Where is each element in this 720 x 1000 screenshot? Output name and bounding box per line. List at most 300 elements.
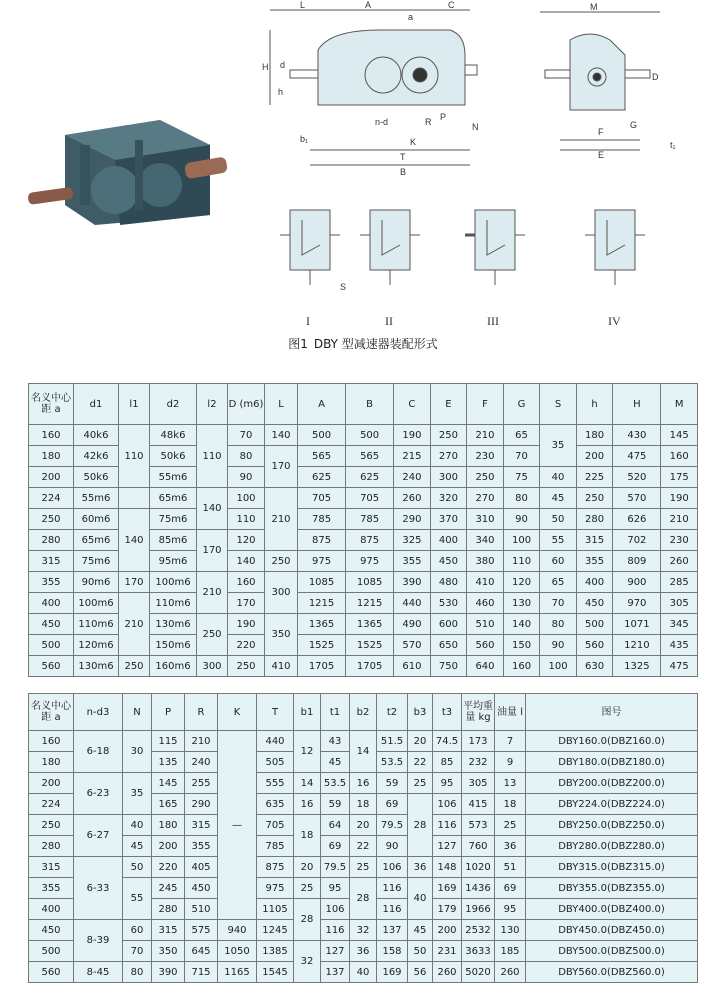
table-cell: 625 [346, 467, 394, 488]
header-cell: l2 [197, 384, 228, 425]
table-cell: 460 [467, 593, 504, 614]
table-cell: 560 [576, 635, 613, 656]
header-cell: D (m6) [228, 384, 265, 425]
table-cell: 95 [495, 899, 526, 920]
table-row [29, 773, 698, 794]
table-cell: 355 [29, 572, 74, 593]
header-cell: b2 [350, 694, 377, 731]
table-cell: 190 [661, 488, 698, 509]
table-cell: 1210 [613, 635, 661, 656]
table-cell: 975 [257, 878, 294, 899]
table-cell: 8-45 [74, 962, 123, 983]
table-cell: 130m6 [74, 656, 119, 677]
table-cell: 28 [408, 794, 433, 857]
dim-P: P [440, 112, 447, 122]
table-cell: 70 [540, 593, 577, 614]
header-cell: d2 [150, 384, 197, 425]
assembly-form-3 [465, 210, 525, 285]
table-cell: 570 [394, 635, 431, 656]
table-cell: 300 [197, 656, 228, 677]
table-cell: 50 [408, 941, 433, 962]
assembly-label-2: II [385, 314, 393, 328]
table-cell: 59 [377, 773, 408, 794]
table-cell: 325 [394, 530, 431, 551]
table-cell: 100m6 [150, 572, 197, 593]
table-cell: 500 [346, 425, 394, 446]
figure-title: DBY 型减速器装配形式 [313, 337, 438, 351]
table-cell: 400 [29, 899, 74, 920]
table-cell: 410 [265, 656, 298, 677]
table-cell: 250 [29, 815, 74, 836]
table-cell: 705 [257, 815, 294, 836]
table-cell: 260 [433, 962, 462, 983]
table-cell: 3633 [462, 941, 495, 962]
table-cell: 18 [350, 794, 377, 815]
table-cell: 28 [350, 878, 377, 920]
header-cell: A [298, 384, 346, 425]
table-cell: 1525 [346, 635, 394, 656]
table-cell: 116 [377, 899, 408, 920]
table-cell: 505 [257, 752, 294, 773]
table-cell: 232 [462, 752, 495, 773]
table-cell: 6-27 [74, 815, 123, 857]
table-cell: 390 [152, 962, 185, 983]
table-cell: 16 [350, 773, 377, 794]
table-cell: 1085 [298, 572, 346, 593]
table-cell: 110 [228, 509, 265, 530]
header-cell: H [613, 384, 661, 425]
table-cell: 100 [540, 656, 577, 677]
table-cell: 30 [123, 731, 152, 773]
table-cell: 430 [613, 425, 661, 446]
table-cell: 148 [433, 857, 462, 878]
table-cell: 45 [123, 836, 152, 857]
table-cell: 440 [257, 731, 294, 752]
table-cell: DBY560.0(DBZ560.0) [526, 962, 698, 983]
table-cell: 90 [228, 467, 265, 488]
assembly-form-2 [360, 210, 420, 285]
table-cell: 20 [408, 731, 433, 752]
table-cell: 100 [503, 530, 540, 551]
table-cell: 610 [394, 656, 431, 677]
table-cell: 115 [152, 731, 185, 752]
table-cell: 245 [152, 878, 185, 899]
header-cell: B [346, 384, 394, 425]
table-cell: 250 [119, 656, 150, 677]
table-cell: 180 [29, 752, 74, 773]
table-cell: 310 [467, 509, 504, 530]
table-cell: 55m6 [74, 488, 119, 509]
table-cell: 975 [346, 551, 394, 572]
table-cell: 565 [298, 446, 346, 467]
table-cell: 635 [257, 794, 294, 815]
table-cell: 300 [265, 572, 298, 614]
table-cell: DBY315.0(DBZ315.0) [526, 857, 698, 878]
table-cell: 180 [152, 815, 185, 836]
table-cell: 130m6 [150, 614, 197, 635]
table-cell: 224 [29, 488, 74, 509]
table-cell: 250 [265, 551, 298, 572]
table-cell: 1071 [613, 614, 661, 635]
table-cell: 175 [661, 467, 698, 488]
table-cell: 95m6 [150, 551, 197, 572]
table-row [29, 857, 698, 878]
dim-L: L [300, 0, 306, 10]
table-cell: 158 [377, 941, 408, 962]
table-cell: 50k6 [150, 446, 197, 467]
table-cell: 190 [228, 614, 265, 635]
table-cell: 190 [394, 425, 431, 446]
table-cell: 22 [350, 836, 377, 857]
table-cell: 25 [495, 815, 526, 836]
dim-T: T [400, 152, 406, 162]
table-cell: 130 [503, 593, 540, 614]
table-cell: 210 [185, 731, 218, 752]
table-cell: 165 [152, 794, 185, 815]
table-cell: 53.5 [321, 773, 350, 794]
table-cell: 210 [467, 425, 504, 446]
table-cell: 785 [346, 509, 394, 530]
table-cell: 300 [430, 467, 467, 488]
table-cell: 45 [540, 488, 577, 509]
table-cell: 150 [503, 635, 540, 656]
table-cell: 315 [152, 920, 185, 941]
table-cell: 90 [540, 635, 577, 656]
table-cell: 40 [123, 815, 152, 836]
dim-K: K [410, 137, 417, 147]
table-cell: DBY400.0(DBZ400.0) [526, 899, 698, 920]
header-cell: 名义中心距 a [29, 694, 74, 731]
table-cell: 110 [197, 425, 228, 488]
table-cell: 6-23 [74, 773, 123, 815]
table-cell: 200 [576, 446, 613, 467]
header-cell: h [576, 384, 613, 425]
table-cell: 25 [294, 878, 321, 899]
table-cell: 7 [495, 731, 526, 752]
table-cell: 169 [377, 962, 408, 983]
table-cell: 59 [321, 794, 350, 815]
table-cell: 140 [228, 551, 265, 572]
table-cell: 160 [661, 446, 698, 467]
header-cell: P [152, 694, 185, 731]
table-cell: 80 [540, 614, 577, 635]
table-cell: 170 [265, 446, 298, 488]
table-cell: 140 [265, 425, 298, 446]
table-cell: 1215 [346, 593, 394, 614]
table-cell: 50k6 [74, 467, 119, 488]
header-cell: G [503, 384, 540, 425]
figure-caption [0, 335, 720, 352]
table-cell: 55 [123, 878, 152, 920]
table-cell: 5020 [462, 962, 495, 983]
table-cell: 370 [430, 509, 467, 530]
dim-nd: n-d [375, 117, 389, 127]
header-cell: S [540, 384, 577, 425]
table-cell: 875 [257, 857, 294, 878]
table-cell: 250 [576, 488, 613, 509]
table-cell: 210 [119, 593, 150, 656]
dim-R: R [425, 117, 432, 127]
table-cell: 560 [29, 962, 74, 983]
table-cell: 110m6 [74, 614, 119, 635]
table-cell: 230 [467, 446, 504, 467]
table-cell: 69 [377, 794, 408, 815]
table-cell: 490 [394, 614, 431, 635]
table-cell: 1020 [462, 857, 495, 878]
table-cell: 575 [185, 920, 218, 941]
table-cell: 55m6 [150, 467, 197, 488]
table-cell: 160 [29, 731, 74, 752]
table-cell: 25 [350, 857, 377, 878]
header-cell: 平均重量 kg [462, 694, 495, 731]
assembly-label-4: IV [608, 314, 621, 328]
table-cell: 160m6 [150, 656, 197, 677]
table-cell: 43 [321, 731, 350, 752]
dim-d: d [280, 60, 286, 70]
table-cell: 75m6 [74, 551, 119, 572]
table-cell: 110m6 [150, 593, 197, 614]
table-row [29, 920, 698, 941]
table-cell: 127 [321, 941, 350, 962]
table-cell: 200 [433, 920, 462, 941]
table-cell: 940 [218, 920, 257, 941]
table-cell: 75m6 [150, 509, 197, 530]
table-cell: — [218, 731, 257, 920]
table-cell: 35 [540, 425, 577, 467]
header-cell: l1 [119, 384, 150, 425]
table-cell: 65 [540, 572, 577, 593]
table-cell: 40 [408, 878, 433, 920]
table-cell: 450 [185, 878, 218, 899]
table-cell: 1966 [462, 899, 495, 920]
table-cell: 65 [503, 425, 540, 446]
table-cell: 80 [503, 488, 540, 509]
table-cell: 36 [408, 857, 433, 878]
table-cell: 173 [462, 731, 495, 752]
table-cell: 70 [123, 941, 152, 962]
assembly-label-3: III [487, 314, 499, 328]
table-cell: 90 [377, 836, 408, 857]
table-cell: 100 [228, 488, 265, 509]
header-cell: R [185, 694, 218, 731]
table-cell: 1165 [218, 962, 257, 983]
table-cell: 106 [433, 794, 462, 815]
table-cell: 80 [123, 962, 152, 983]
table-cell: 40 [540, 467, 577, 488]
dim-S: S [340, 282, 347, 292]
table-cell: 475 [661, 656, 698, 677]
dim-F: F [598, 127, 604, 137]
table-cell: 250 [29, 509, 74, 530]
table-row [29, 941, 698, 962]
table-cell: 290 [394, 509, 431, 530]
table-cell: 350 [152, 941, 185, 962]
table-cell: 51 [495, 857, 526, 878]
table-cell: 1705 [346, 656, 394, 677]
table-cell: 180 [29, 446, 74, 467]
table-cell: DBY224.0(DBZ224.0) [526, 794, 698, 815]
header-cell: L [265, 384, 298, 425]
table-cell: 12 [294, 731, 321, 773]
table-cell: 230 [661, 530, 698, 551]
table-cell: 225 [576, 467, 613, 488]
table-cell: 510 [467, 614, 504, 635]
dim-E: E [598, 150, 605, 160]
table-cell: 116 [433, 815, 462, 836]
table-cell: 400 [576, 572, 613, 593]
table-cell: 975 [298, 551, 346, 572]
header-cell: N [123, 694, 152, 731]
table-cell: 500 [29, 635, 74, 656]
table-cell: 160 [29, 425, 74, 446]
table-cell: 69 [321, 836, 350, 857]
header-cell: n-d3 [74, 694, 123, 731]
table-row [29, 425, 698, 446]
table-cell: 600 [430, 614, 467, 635]
table-header [29, 694, 698, 731]
dim-D: D [652, 72, 659, 82]
table-cell: 355 [29, 878, 74, 899]
table-cell: 355 [394, 551, 431, 572]
dim-M: M [590, 2, 598, 12]
table-cell: 1525 [298, 635, 346, 656]
table-cell: 260 [495, 962, 526, 983]
table-cell: 400 [430, 530, 467, 551]
table-cell: 390 [394, 572, 431, 593]
table-cell: 137 [377, 920, 408, 941]
table-cell: 60 [123, 920, 152, 941]
table-cell: DBY160.0(DBZ160.0) [526, 731, 698, 752]
table-cell: 500 [298, 425, 346, 446]
table-cell: DBY280.0(DBZ280.0) [526, 836, 698, 857]
table-cell: 315 [576, 530, 613, 551]
table-cell: 145 [152, 773, 185, 794]
table-row [29, 488, 698, 509]
header-cell: K [218, 694, 257, 731]
table-cell: 560 [29, 656, 74, 677]
dim-A: A [365, 0, 372, 10]
table-cell: 60 [540, 551, 577, 572]
header-cell: 名义中心距 a [29, 384, 74, 425]
table-cell: 210 [265, 488, 298, 551]
table-cell: 50 [123, 857, 152, 878]
table-row [29, 656, 698, 677]
table-cell: 45 [321, 752, 350, 773]
header-cell: b3 [408, 694, 433, 731]
table-cell: 224 [29, 794, 74, 815]
table-cell: 8-39 [74, 920, 123, 962]
table-cell: 55 [540, 530, 577, 551]
table-cell: 200 [29, 773, 74, 794]
table-header [29, 384, 698, 425]
table-cell: 170 [197, 530, 228, 572]
table-cell: DBY200.0(DBZ200.0) [526, 773, 698, 794]
table-cell: 450 [29, 920, 74, 941]
table-cell: 875 [346, 530, 394, 551]
table-row [29, 572, 698, 593]
table-cell: 6-33 [74, 857, 123, 920]
dim-t1: t₁ [670, 140, 676, 150]
table-cell: 1215 [298, 593, 346, 614]
table-cell: 120 [228, 530, 265, 551]
table-cell: 35 [123, 773, 152, 815]
table-cell: 40 [350, 962, 377, 983]
dim-a: a [408, 12, 414, 22]
table-cell: 64 [321, 815, 350, 836]
table-cell: 900 [613, 572, 661, 593]
table-cell: DBY500.0(DBZ500.0) [526, 941, 698, 962]
table-cell: 56 [408, 962, 433, 983]
table-cell: 170 [228, 593, 265, 614]
table-cell: 270 [467, 488, 504, 509]
table-cell: 18 [294, 815, 321, 857]
table-cell [119, 488, 150, 509]
table-cell: 640 [467, 656, 504, 677]
table-cell: 106 [377, 857, 408, 878]
table-cell: 110 [503, 551, 540, 572]
table-row [29, 878, 698, 899]
table-cell: 120 [503, 572, 540, 593]
table-cell: 565 [346, 446, 394, 467]
header-cell: M [661, 384, 698, 425]
table-cell: 705 [298, 488, 346, 509]
table-cell: 13 [495, 773, 526, 794]
table-cell: DBY450.0(DBZ450.0) [526, 920, 698, 941]
table-cell: 355 [185, 836, 218, 857]
table-cell: 16 [294, 794, 321, 815]
figure-number: 图1 [288, 337, 308, 351]
mounting-table [28, 693, 698, 983]
table-row [29, 731, 698, 752]
table-cell: 290 [185, 794, 218, 815]
table-cell: 32 [350, 920, 377, 941]
table-cell: 74.5 [433, 731, 462, 752]
dim-h: h [278, 87, 284, 97]
table-cell: 240 [394, 467, 431, 488]
table-cell: 255 [185, 773, 218, 794]
table-cell: 1085 [346, 572, 394, 593]
header-cell: 图号 [526, 694, 698, 731]
table-cell: 80 [228, 446, 265, 467]
table-cell: 280 [29, 836, 74, 857]
table-cell: 315 [185, 815, 218, 836]
table-cell: 250 [467, 467, 504, 488]
table-cell: 36 [350, 941, 377, 962]
table-cell: 32 [294, 941, 321, 983]
table-cell: 280 [152, 899, 185, 920]
table-cell: 65m6 [74, 530, 119, 551]
table-cell: 260 [394, 488, 431, 509]
table-cell: 2532 [462, 920, 495, 941]
table-cell: 475 [613, 446, 661, 467]
table-cell: 570 [613, 488, 661, 509]
table-cell: 450 [29, 614, 74, 635]
table-row [29, 815, 698, 836]
table-cell: DBY355.0(DBZ355.0) [526, 878, 698, 899]
table-cell: 65m6 [150, 488, 197, 509]
table-cell: 350 [265, 614, 298, 656]
table-cell: 179 [433, 899, 462, 920]
table-cell: 410 [467, 572, 504, 593]
table-cell: 210 [661, 509, 698, 530]
table-cell: 170 [119, 572, 150, 593]
table-cell: 95 [433, 773, 462, 794]
table-cell: 140 [197, 488, 228, 530]
table-cell: 785 [298, 509, 346, 530]
table-cell: 140 [119, 509, 150, 572]
table-cell: 305 [462, 773, 495, 794]
table-cell: 500 [576, 614, 613, 635]
